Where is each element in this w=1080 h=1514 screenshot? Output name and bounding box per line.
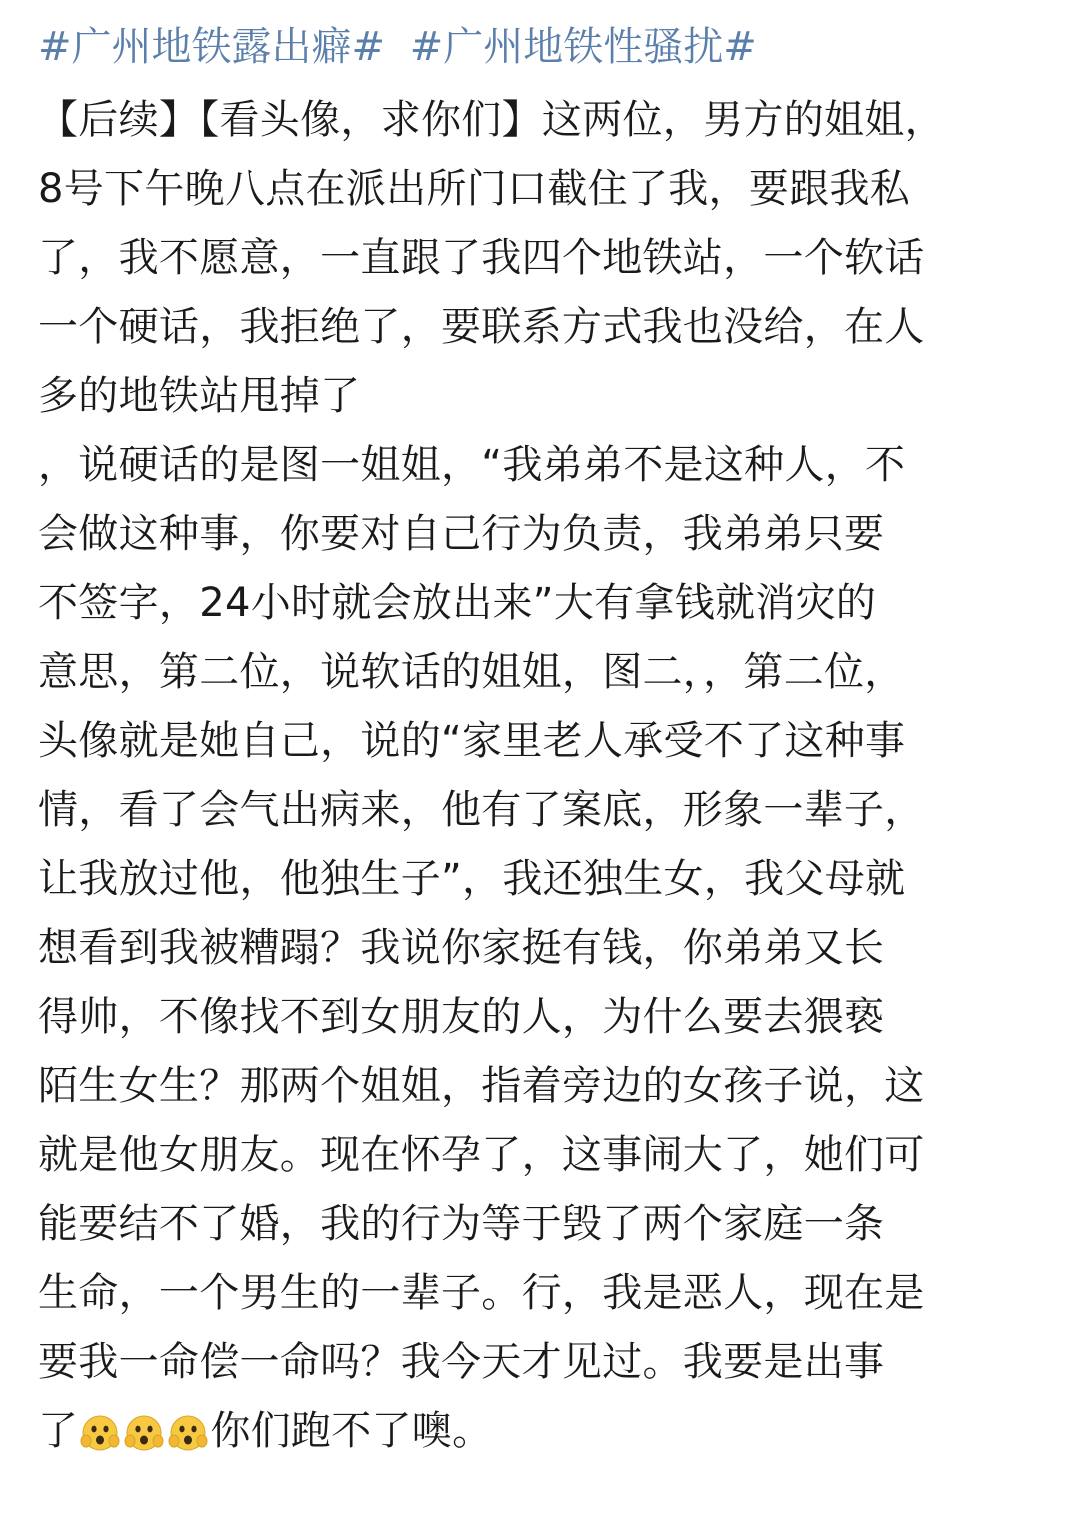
post-text-line: 会做这种事，你要对自己行为负责，我弟弟只要 bbox=[38, 511, 885, 557]
post-text-line: 不签字，24小时就会放出来”大有拿钱就消灾的 bbox=[38, 580, 877, 626]
post-text-last-line bbox=[38, 1397, 1048, 1466]
post-body bbox=[38, 14, 1048, 1466]
last-line-prefix: 了 bbox=[38, 1408, 79, 1454]
post-text-line: 情，看了会气出病来，他有了案底，形象一辈子， bbox=[38, 787, 925, 833]
post-text-line: 【后续】【看头像，求你们】这两位，男方的姐姐， bbox=[38, 97, 945, 143]
post-text-line: 多的地铁站甩掉了 bbox=[38, 373, 361, 419]
post-text-line: 要我一命偿一命吗？我今天才见过。我要是出事 bbox=[38, 1339, 885, 1385]
post-text-line: 得帅，不像找不到女朋友的人，为什么要去猥亵 bbox=[38, 994, 885, 1040]
post-text-line: 生命，一个男生的一辈子。行，我是恶人，现在是 bbox=[38, 1270, 925, 1316]
post-text-line: 就是他女朋友。现在怀孕了，这事闹大了，她们可 bbox=[38, 1132, 925, 1178]
post-text-line: 意思，第二位，说软话的姐姐，图二，，第二位， bbox=[38, 649, 905, 695]
post-text-line: ，说硬话的是图一姐姐，“我弟弟不是这种人，不 bbox=[38, 442, 906, 488]
post-text-line: 想看到我被糟蹋？我说你家挺有钱，你弟弟又长 bbox=[38, 925, 885, 971]
post-text-line: 陌生女生？那两个姐姐，指着旁边的女孩子说，这 bbox=[38, 1063, 925, 1109]
post-text-line: 了，我不愿意，一直跟了我四个地铁站，一个软话 bbox=[38, 235, 925, 281]
hashtag-row bbox=[38, 14, 1048, 80]
hashtag-link[interactable]: #广州地铁性骚扰# bbox=[409, 24, 757, 70]
post-text-line: 让我放过他，他独生子”，我还独生女，我父母就 bbox=[38, 856, 906, 902]
scared-face-icon bbox=[168, 1412, 208, 1452]
scared-face-icon bbox=[80, 1412, 120, 1452]
post-text-line: 能要结不了婚，我的行为等于毁了两个家庭一条 bbox=[38, 1201, 885, 1247]
last-line-suffix: 你们跑不了噢。 bbox=[210, 1408, 493, 1454]
scared-face-icon bbox=[124, 1412, 164, 1452]
post-text-line: 头像就是她自己，说的“家里老人承受不了这种事 bbox=[38, 718, 906, 764]
post-text-line: 一个硬话，我拒绝了，要联系方式我也没给，在人 bbox=[38, 304, 925, 350]
hashtag-link[interactable]: #广州地铁露出癖# bbox=[38, 24, 386, 70]
post-text-line: 8号下午晚八点在派出所门口截住了我，要跟我私 bbox=[38, 166, 911, 212]
